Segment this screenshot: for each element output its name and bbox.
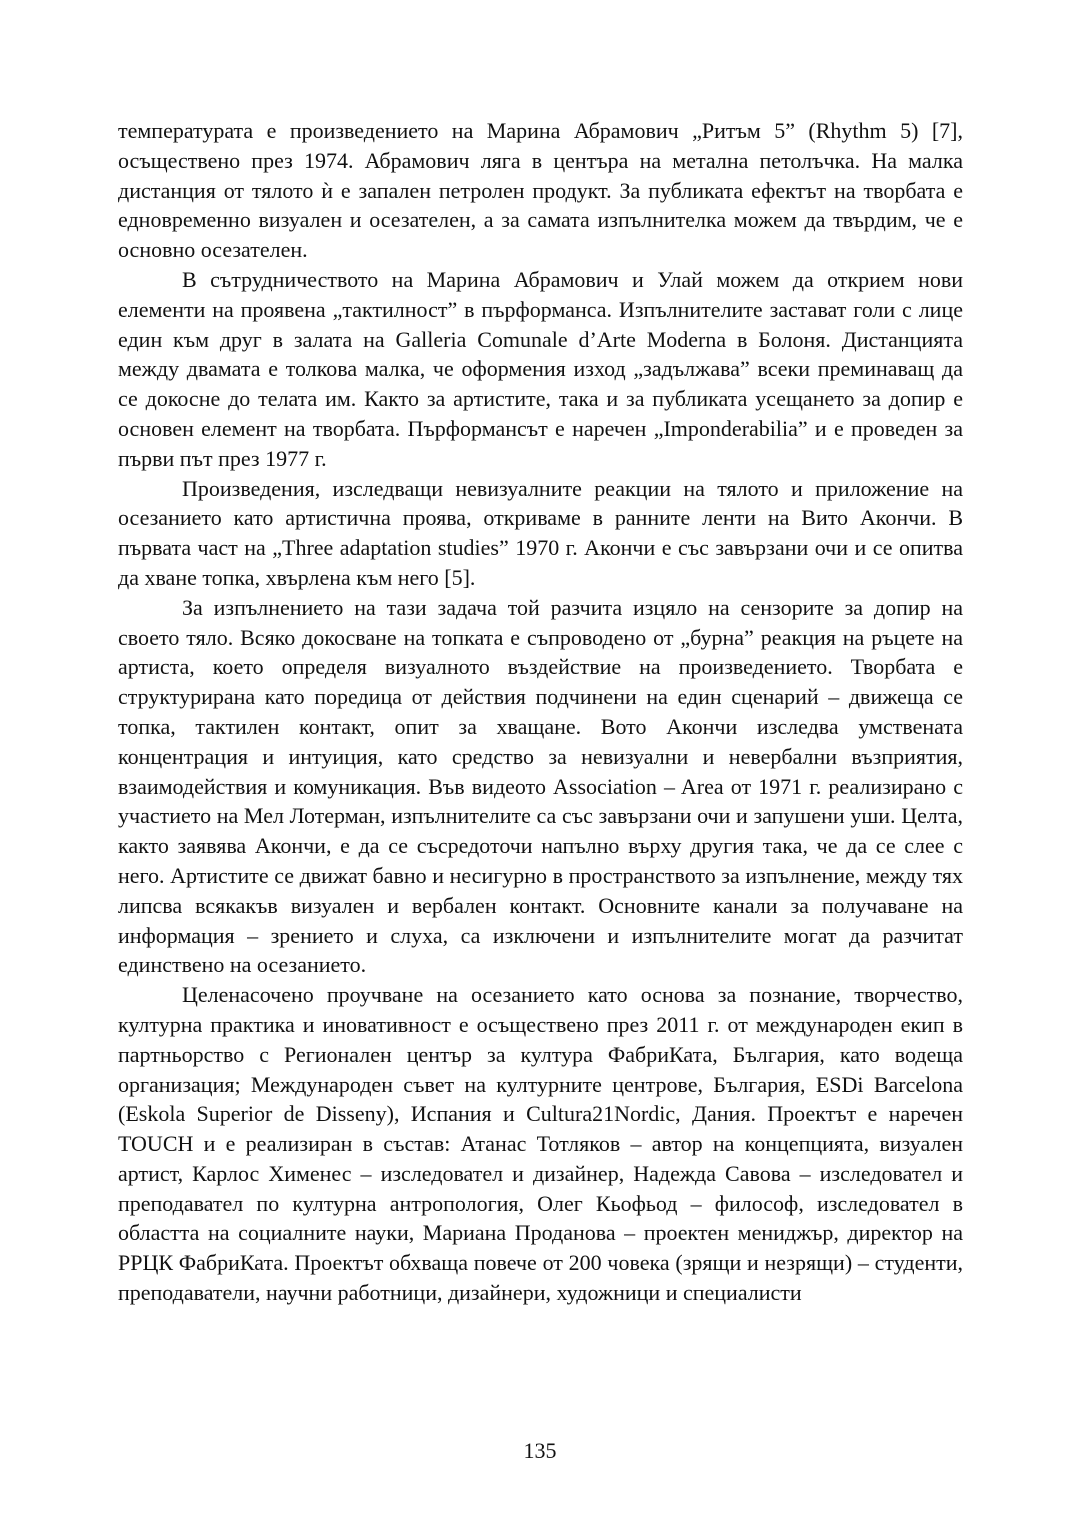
paragraph-1: температурата е произведението на Марина Абрамович „Ритъм 5” (Rhythm 5) [7], осъществено през 1974. Абрамович ляга в центъра на метална петолъчка. На малка дистанция от тялото ѝ е запален петролен продукт. За публиката ефектът на творбата е едновременно визуален и осезателен, а за самата изпълнителка можем да твърдим, че е основно осезателен. — [118, 118, 963, 263]
paragraph-5: Целенасочено проучване на осезанието като основа за познание, творчество, културна практика и иновативност е осъществено през 2011 г. от международен екип в партньорство с Регионален център за култура ФабриКата, България, като водеща организация; Международен съвет на културните центрове, България, ESDi Barcelona (Eskola Superior de Disseny), Испания и Cultura21Nordic, Дания. Проектът е наречен TOUCH и е реализиран в състав: Атанас Тотляков – автор на концепцията, визуален артист, Карлос Хименес – изследовател и дизайнер, Надежда Савова – изследовател и преподавател по културна антропология, Олег Кьофьод – философ, изследовател в областта на социалните науки, Мариана Проданова – проектен мениджър, директор на РРЦК ФабриКата. Проектът обхваща повече от 200 човека (зрящи и незрящи) – студенти, преподаватели, научни работници, дизайнери, художници и специалисти — [118, 982, 963, 1306]
paragraph-4: За изпълнението на тази задача той разчита изцяло на сензорите за допир на своето тяло. Всяко докосване на топката е съпроводено от „бурна” реакция на ръцете на артиста, което определя визуалното въздействие на произведението. Творбата е структурирана като поредица от действия подчинени на един сценарий – движеща се топка, тактилен контакт, опит за хващане. Вото Акончи изследва умствената концентрация и интуиция, като средство за невизуални и невербални възприятия, взаимодействия и комуникация. Във видеото Association – Area от 1971 г. реализирано с участието на Мел Лотерман, изпълнителите са със завързани очи и запушени уши. Целта, както заявява Акончи, е да се съсредоточи напълно върху другия така, че да се слее с него. Артистите се движат бавно и несигурно в пространството за изпълнение, между тях липсва всякакъв визуален и вербален контакт. Основните канали за получаване на информация – зрението и слуха, са изключени и изпълнителите могат да разчитат единствено на осезанието. — [118, 594, 963, 978]
page-number: 135 — [523, 1438, 557, 1463]
paragraph-3: Произведения, изследващи невизуалните реакции на тялото и приложение на осезанието като артистична проява, откриваме в ранните ленти на Вито Акончи. В първата част на „Three adaptation studies” 1970 г. Акончи е със завързани очи и се опитва да хване топка, хвърлена към него [5]. — [118, 475, 963, 590]
paragraph-2: В сътрудничеството на Марина Абрамович и Улай можем да открием нови елементи на проявена „тактилност” в пърформанса. Изпълнителите застават голи с лице един към друг в залата на Galleria Comunale d’Arte Moderna в Болоня. Дистанцията между двамата е толкова малка, че оформения изход „задължава” всеки преминаващ да се докосне до телата им. Както за артистите, така и за публиката усещането за допир е основен елемент на творбата. Пърформансът е наречен „Imponderabilia” и е проведен за първи път през 1977 г. — [118, 266, 963, 471]
page-body — [118, 116, 963, 1308]
